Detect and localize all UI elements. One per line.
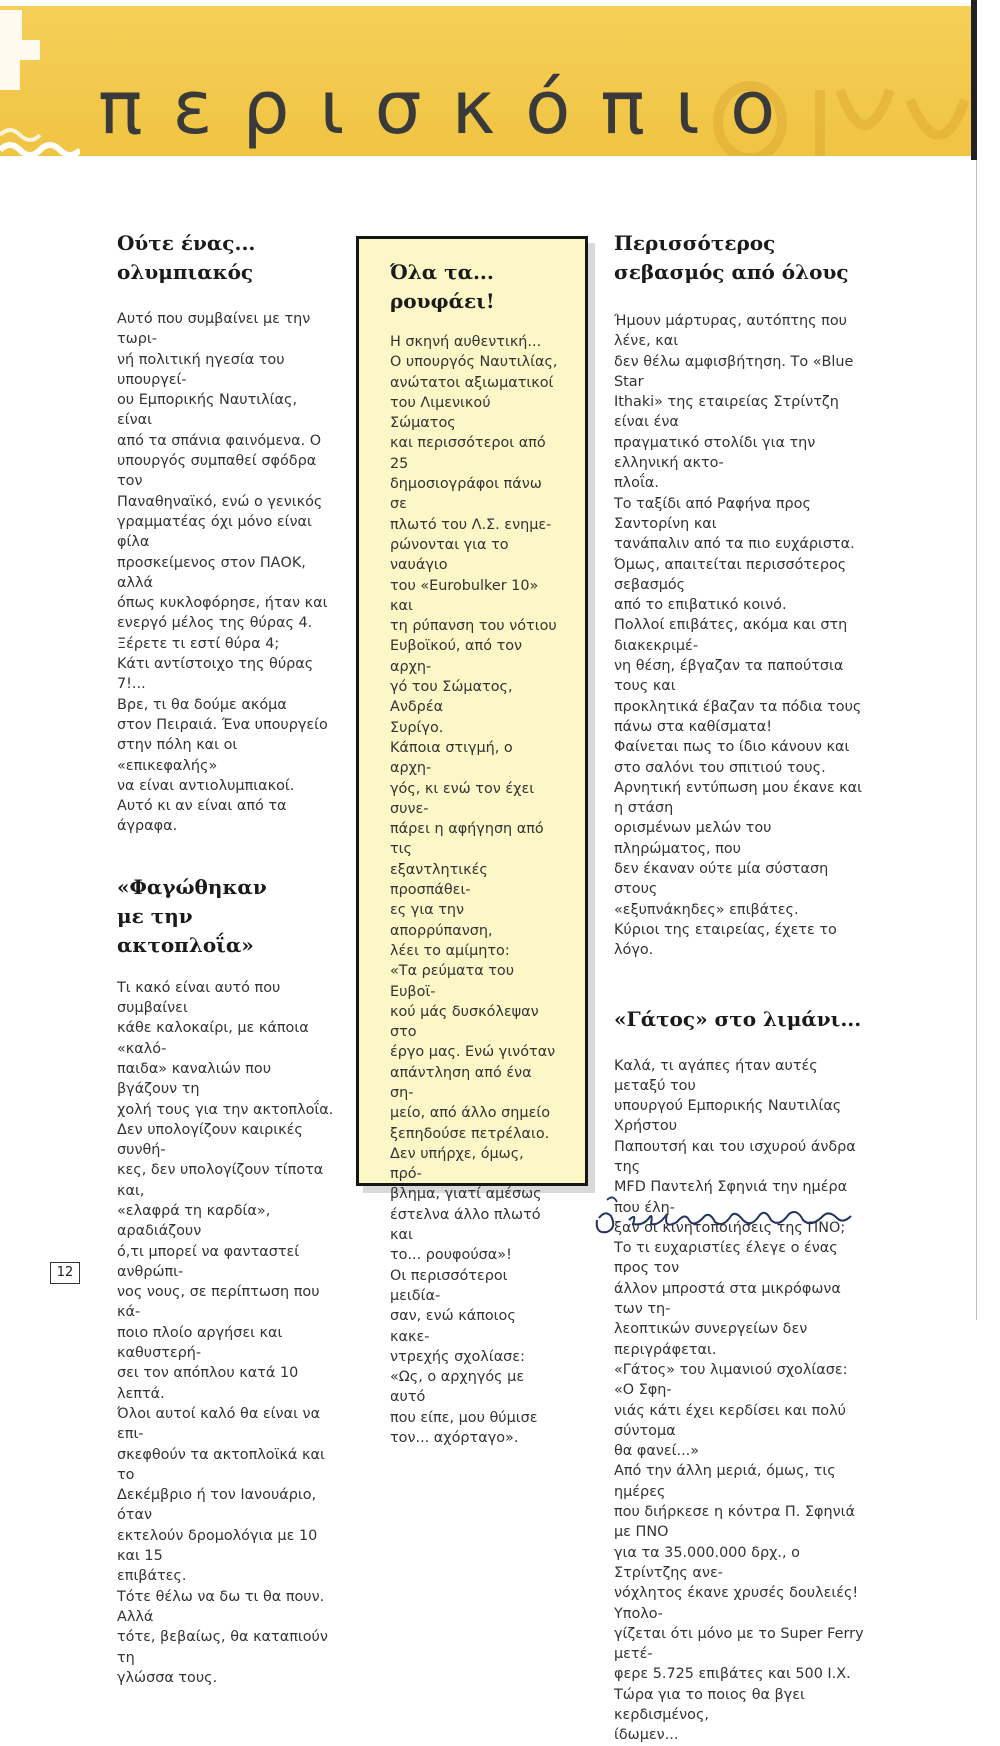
page-edge-line: [976, 160, 977, 1320]
page-section-title: περισκόπιο: [98, 65, 806, 151]
article-4-title: Περισσότερος σεβασμός από όλους: [614, 231, 849, 284]
article-2-body: Τι κακό είναι αυτό που συμβαίνει κάθε καλοκαίρι, με κάποια «καλό- παιδα» καναλιών που βγάζουν τη χολή τους για την ακτοπλοΐα. Δεν υπολογίζουν καιρικές συνθή- κες, δεν υπολογίζουν τίποτα και, «ελαφρά τη καρδία», αραδιάζουν ό,τι μπορεί να φανταστεί ανθρώπι- νος νους, σε περίπτωση που κά- ποιο πλοίο αργήσει και καθυστερή- σει τον απόπλου κατά 10 λεπτά. Όλοι αυτοί καλό θα είναι να επι- σκεφθούν τα ακτοπλοϊκά και το Δεκέμβριο ή τον Ιανουάριο, όταν εκτελούν δρομολόγια με 10 και 15 επιβάτες. Τότε θέλω να δω τι θα πουν. Αλλά τότε, βεβαίως, θα καταπιούν τη γλώσσα τους.: [117, 979, 334, 1686]
article-3-title: Όλα τα... ρουφάει!: [390, 260, 495, 313]
article-1-title: Ούτε ένας... ολυμπιακός: [117, 231, 256, 284]
faded-letters-decoration-icon: [690, 70, 970, 156]
middle-column: [390, 258, 558, 1448]
banner-edge-line: [971, 0, 977, 160]
author-signature: [593, 1182, 873, 1242]
article-5-title: «Γάτος» στο λιμάνι...: [614, 1006, 862, 1031]
wave-decoration-icon: [0, 0, 80, 160]
article-5-body: Καλά, τι αγάπες ήταν αυτές μεταξύ του υπουργού Εμπορικής Ναυτιλίας Χρήστου Παπουτσή και του ισχυρού άνδρα της MFD Παντελή Σφηνιά την ημέρα που έλη- ξαν οι κινητοποιήσεις της ΠΝΟ; Το τι ευχαριστίες έλεγε ο ένας προς τον άλλον μπροστά στα μικρόφωνα των τη- λεοπτικών συνεργείων δεν περιγράφεται. «Γάτος» του λιμανιού σχολίασε: «Ο Σφη- νιάς κάτι έχει κερδίσει και πολύ σύντομα θα φανεί...» Από την άλλη μεριά, όμως, τις ημέρες που διήρκεσε η κόντρα Π. Σφηνιά με ΠΝΟ για τα 35.000.000 δρχ., ο Στρίντζης ανε- νόχλητος έκανε χρυσές δουλειές! Υπολο- γίζεται ότι μόνο με το Super Ferry μετέ- φερε 5.725 επιβάτες και 500 Ι.Χ. Τώρα για το ποιος θα βγει κερδισμένος, ίδωμεν...: [614, 1057, 864, 1744]
right-column: [614, 229, 872, 1746]
article-2-title: «Φαγώθηκαν με την ακτοπλοΐα»: [117, 874, 267, 957]
article-1-body: Αυτό που συμβαίνει με την τωρι- νή πολιτική ηγεσία του υπουργεί- ου Εμπορικής Ναυτιλίας, είναι από τα σπάνια φαινόμενα. Ο υπουργός συμπαθεί σφόδρα τον Παναθηναϊκό, ενώ ο γενικός γραμματέας όχι μόνο είναι φίλα προσκείμενος στον ΠΑΟΚ, αλλά όπως κυκλοφόρησε, ήταν και ενεργό μέλος της θύρας 4. Ξέρετε τι εστί θύρα 4; Κάτι αντίστοιχο της θύρας 7!... Βρε, τι θα δούμε ακόμα στον Πειραιά. Ένα υπουργείο στην πόλη και οι «επικεφαλής» να είναι αντιολυμπιακοί. Αυτό κι αν είναι από τα άγραφα.: [117, 311, 328, 835]
left-column: [117, 229, 335, 1688]
article-3-body: Η σκηνή αυθεντική... Ο υπουργός Ναυτιλίας, ανώτατοι αξιωματικοί του Λιμενικού Σώματος και περισσότεροι από 25 δημοσιογράφοι πάνω σε πλωτό του Λ.Σ. ενημε- ρώνονται για το ναυάγιο του «Eurobulker 10» και τη ρύπανση του νότιου Ευβοϊκού, από τον αρχη- γό του Σώματος, Ανδρέα Συρίγο. Κάποια στιγμή, ο αρχη- γός, κι ενώ τον έχει συνε- πάρει η αφήγηση από τις εξαντλητικές προσπάθει- ες για την απορρύπανση, λέει το αμίμητο: «Τα ρεύματα του Ευβοϊ- κού μάς δυσκόλεψαν στο έργο μας. Ενώ γινόταν απάντληση από ένα ση- μείο, από άλλο σημείο ξεπηδούσε πετρέλαιο. Δεν υπήρχε, όμως, πρό- βλημα, γιατί αμέσως έστελνα άλλο πλωτό και το... ρουφούσα»! Οι περισσότεροι μειδία- σαν, ενώ κάποιος κακε- ντρεχής σχολίασε: «Ως, ο αρχηγός με αυτό που είπε, μου θύμισε τον... αχόρταγο».: [390, 334, 558, 1447]
page-number: 12: [50, 1262, 80, 1284]
article-4-body: Ήμουν μάρτυρας, αυτόπτης που λένε, και δεν θέλω αμφισβήτηση. Το «Blue Star Ithaki» της εταιρείας Στρίντζη είναι ένα πραγματικό στολίδι για την ελληνική ακτο- πλοΐα. Το ταξίδι από Ραφήνα προς Σαντορίνη και τανάπαλιν από τα πιο ευχάριστα. Όμως, απαιτείται περισσότερος σεβασμός από το επιβατικό κοινό. Πολλοί επιβάτες, ακόμα και στη διακεκριμέ- νη θέση, έβγαζαν τα παπούτσια τους και προκλητικά έβαζαν τα πόδια τους πάνω στα καθίσματα! Φαίνεται πως το ίδιο κάνουν και στο σαλόνι του σπιτιού τους. Αρνητική εντύπωση μου έκανε και η στάση ορισμένων μελών του πληρώματος, που δεν έκαναν ούτε μία σύσταση στους «εξυπνάκηδες» επιβάτες. Κύριοι της εταιρείας, έχετε το λόγο.: [614, 313, 863, 959]
